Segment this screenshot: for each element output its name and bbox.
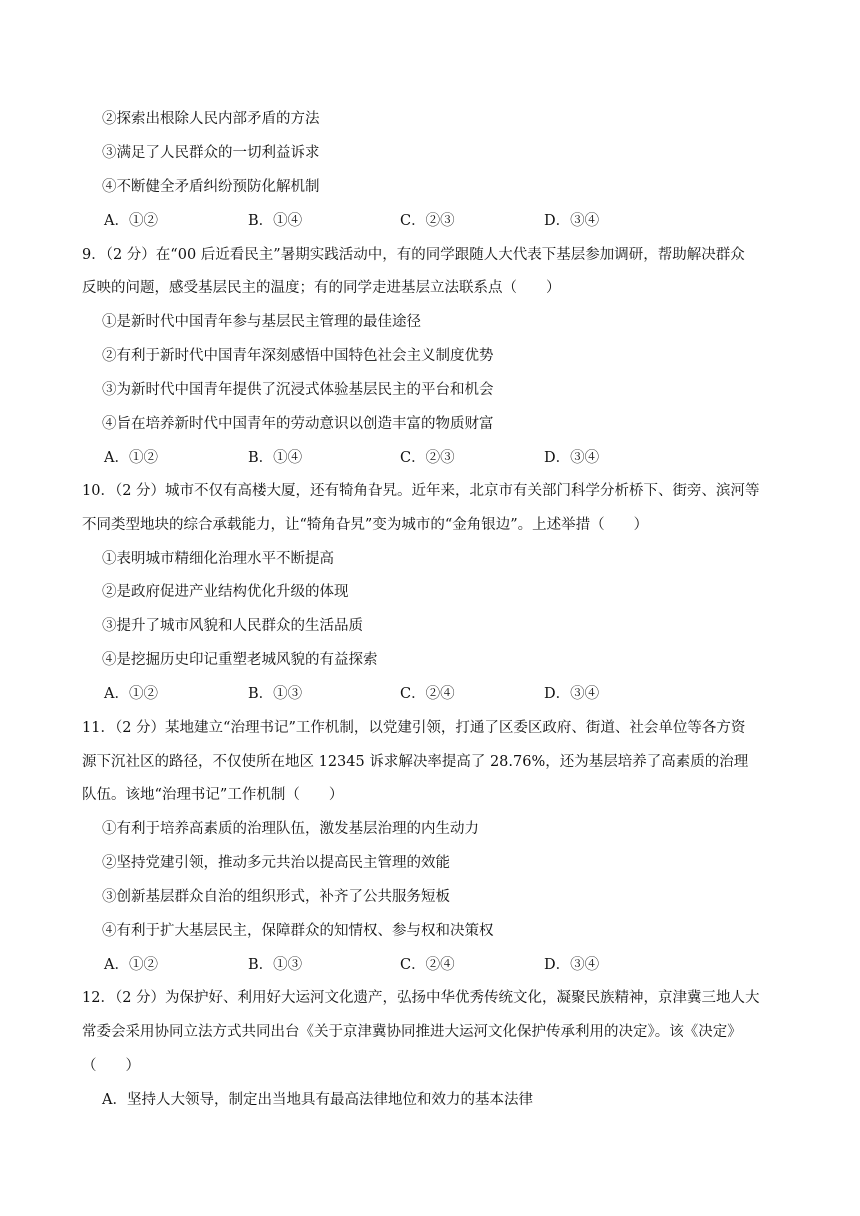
q12-stem-line-1: 12．（2 分）为保护好、利用好大运河文化遗产，弘扬中华优秀传统文化，凝聚民族精神，京津冀三地人大 xyxy=(82,990,760,1006)
q9-choice-d: D．③④ xyxy=(544,450,600,466)
q9-choices xyxy=(104,448,664,468)
q9-choice-c: C．②③ xyxy=(400,450,455,466)
q9-choice-b: B．①④ xyxy=(248,450,303,466)
q10-choice-a: A．①② xyxy=(104,686,158,702)
q11-stem-line-2: 源下沉社区的路径，不仅使所在地区 12345 诉求解决率提高了 28.76%，还为基层培养了高素质的治理 xyxy=(82,754,749,770)
q8-statement-4: ④不断健全矛盾纠纷预防化解机制 xyxy=(102,179,320,195)
q11-statement-3: ③创新基层群众自治的组织形式，补齐了公共服务短板 xyxy=(102,889,450,905)
q10-statement-1: ①表明城市精细化治理水平不断提高 xyxy=(102,551,334,567)
q8-choices xyxy=(104,211,664,231)
q9-statement-1: ①是新时代中国青年参与基层民主管理的最佳途径 xyxy=(102,314,421,330)
q8-choice-b: B．①④ xyxy=(248,213,303,229)
q9-stem-line-1: 9．（2 分）在“00 后近看民主”暑期实践活动中，有的同学跟随人大代表下基层参加调研，帮助解决群众 xyxy=(82,247,745,263)
q10-choice-c: C．②④ xyxy=(400,686,455,702)
q10-statement-2: ②是政府促进产业结构优化升级的体现 xyxy=(102,584,349,600)
q10-choices xyxy=(104,684,664,704)
q11-choice-d: D．③④ xyxy=(544,957,600,973)
q11-stem-line-3: 队伍。该地“治理书记”工作机制（ ） xyxy=(82,787,344,803)
q11-choices xyxy=(104,955,664,975)
q11-statement-1: ①有利于培养高素质的治理队伍，激发基层治理的内生动力 xyxy=(102,821,479,837)
q11-choice-b: B．①③ xyxy=(248,957,303,973)
q11-choice-a: A．①② xyxy=(104,957,158,973)
q11-statement-4: ④有利于扩大基层民主，保障群众的知情权、参与权和决策权 xyxy=(102,923,494,939)
q10-stem-line-1: 10．（2 分）城市不仅有高楼大厦，还有犄角旮旯。近年来，北京市有关部门科学分析桥下、街旁、滨河等 xyxy=(82,483,760,499)
q9-stem-line-2: 反映的问题，感受基层民主的温度；有的同学走进基层立法联系点（ ） xyxy=(82,280,561,296)
q8-choice-a: A．①② xyxy=(104,213,158,229)
q10-statement-4: ④是挖掘历史印记重塑老城风貌的有益探索 xyxy=(102,652,378,668)
q10-statement-3: ③提升了城市风貌和人民群众的生活品质 xyxy=(102,618,363,634)
q9-statement-4: ④旨在培养新时代中国青年的劳动意识以创造丰富的物质财富 xyxy=(102,416,494,432)
q11-choice-c: C．②④ xyxy=(400,957,455,973)
q8-statement-3: ③满足了人民群众的一切利益诉求 xyxy=(102,145,320,161)
q8-choice-c: C．②③ xyxy=(400,213,455,229)
q8-choice-d: D．③④ xyxy=(544,213,600,229)
q12-option-a: A．坚持人大领导，制定出当地具有最高法律地位和效力的基本法律 xyxy=(102,1092,533,1108)
q11-statement-2: ②坚持党建引领，推动多元共治以提高民主管理的效能 xyxy=(102,855,450,871)
q9-choice-a: A．①② xyxy=(104,450,158,466)
q12-stem-line-2: 常委会采用协同立法方式共同出台《关于京津冀协同推进大运河文化保护传承利用的决定》。该《决定》 xyxy=(82,1024,742,1040)
q8-statement-2: ②探索出根除人民内部矛盾的方法 xyxy=(102,111,320,127)
q10-choice-d: D．③④ xyxy=(544,686,600,702)
q12-stem-line-3: （ ） xyxy=(82,1058,140,1074)
q11-stem-line-1: 11．（2 分）某地建立“治理书记”工作机制，以党建引领，打通了区委区政府、街道、社会单位等各方资 xyxy=(82,720,746,736)
q9-statement-2: ②有利于新时代中国青年深刻感悟中国特色社会主义制度优势 xyxy=(102,348,494,364)
q10-stem-line-2: 不同类型地块的综合承载能力，让“犄角旮旯”变为城市的“金角银边”。上述举措（ ） xyxy=(82,517,649,533)
q10-choice-b: B．①③ xyxy=(248,686,303,702)
q9-statement-3: ③为新时代中国青年提供了沉浸式体验基层民主的平台和机会 xyxy=(102,382,494,398)
